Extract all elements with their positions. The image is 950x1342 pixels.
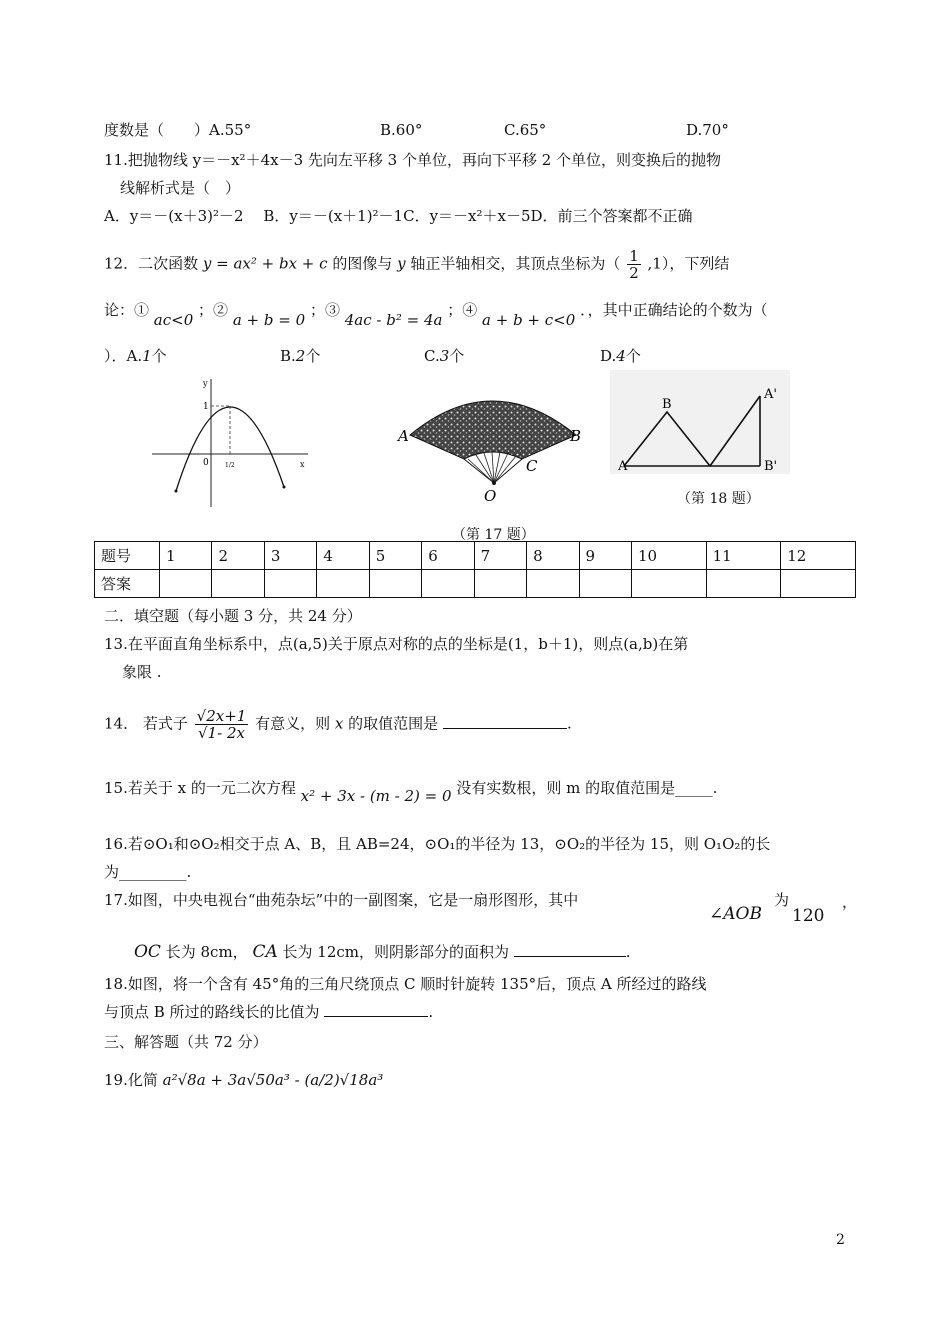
tri-label-a-prime: A'	[764, 387, 777, 402]
q17-angle	[709, 904, 762, 924]
q12-cond1: ac<0	[153, 311, 194, 329]
q12-equation: y = ax² + bx + c	[202, 254, 328, 273]
answer-label: 答案	[95, 570, 160, 598]
number-cell: 4	[317, 542, 369, 570]
header-label: 题号	[95, 542, 160, 570]
answer-table	[94, 541, 856, 598]
q11-options: A．y＝－(x＋3)²－2 B．y＝－(x＋1)²－1C．y＝－x²＋x－5D．前三个答案都不正确	[104, 207, 693, 225]
answer-cell[interactable]	[706, 570, 781, 598]
table-row	[95, 570, 856, 598]
number-cell: 11	[706, 542, 781, 570]
answer-cell[interactable]	[422, 570, 474, 598]
q19-expression: a²√8a + 3a√50a³ - (a/2)√18a³	[162, 1071, 384, 1089]
answer-cell[interactable]	[369, 570, 421, 598]
answer-cell[interactable]	[317, 570, 369, 598]
q17-stem	[104, 890, 578, 910]
q18-text: 与顶点 B 所过的路线长的比值为	[104, 1003, 320, 1021]
q17-end: .	[625, 943, 631, 961]
q12-cond-end: ．，其中正确结论的个数为（	[580, 301, 768, 319]
q14-end: .	[566, 714, 572, 733]
q13-stem: 13.在平面直角坐标系中，点(a,5)关于原点对称的点的坐标是(1，b＋1)，则点(a,b)在第	[104, 635, 689, 653]
fan-pivot	[492, 481, 496, 485]
q12-text-b: 的图像与	[332, 254, 393, 273]
q17-degree: 120	[792, 906, 825, 926]
q12-opt-a-label: ）．A.	[104, 347, 143, 365]
fan-label-a: A	[398, 427, 409, 445]
page-number: 2	[836, 1232, 845, 1248]
q18-stem: 18.如图，将一个含有 45°角的三角尺绕顶点 C 顺时针旋转 135°后，顶点 A 所经过的路线	[104, 975, 707, 993]
number-cell: 12	[781, 542, 856, 570]
q12-cond2: a + b = 0	[232, 311, 306, 329]
q11-stem-cont: 线解析式是（ ）	[120, 179, 241, 197]
q15-label: 15.若关于 x 的一元二次方程	[104, 779, 296, 797]
curve-end-left	[175, 490, 178, 493]
q10-text: 度数是（ ）A.55°	[104, 121, 252, 139]
q17-text-a: 17.如图，中央电视台“曲苑杂坛”中的一副图案，它是一扇形图形，其中	[104, 891, 579, 909]
q14-label: 14． 若式子	[104, 714, 188, 733]
q13-stem-cont: 象限 .	[122, 663, 162, 681]
q10-option-c: C.65°	[504, 121, 547, 139]
tri-label-b-prime: B'	[764, 459, 778, 474]
q12-opt-a-unit: 个	[151, 347, 167, 365]
fig18-caption: （第 18 题）	[677, 491, 760, 507]
q12-sep3: ；③	[309, 301, 340, 319]
number-cell: 3	[264, 542, 316, 570]
tick-half: 1/2	[225, 462, 235, 469]
number-cell: 5	[369, 542, 421, 570]
triangle-figure	[610, 370, 790, 480]
q18-answer-blank[interactable]	[324, 1002, 428, 1017]
parabola-figure	[148, 375, 313, 515]
q15-text-b: 没有实数根，则 m 的取值范围是_____.	[456, 779, 718, 797]
answer-cell[interactable]	[579, 570, 631, 598]
q15-stem	[104, 778, 718, 805]
number-cell: 9	[579, 542, 631, 570]
q10-option-d: D.70°	[686, 121, 729, 139]
fan-label-b: B	[570, 427, 582, 445]
q12-sep4: ；④	[447, 301, 478, 319]
q12-frac-num: 1	[629, 247, 639, 265]
fig17-caption: （第 17 题）	[452, 527, 535, 543]
number-cell: 2	[212, 542, 264, 570]
q14-answer-blank[interactable]	[443, 714, 567, 729]
q14-fraction	[195, 708, 249, 741]
number-cell: 8	[527, 542, 579, 570]
fan-label-o: O	[484, 487, 497, 505]
q12-y-symbol: y	[397, 254, 406, 273]
q12-text-d: ,1），下列结	[647, 254, 730, 273]
section-2-heading: 二．填空题（每小题 3 分，共 24 分）	[104, 607, 362, 625]
q14-text-b: 有意义，则	[255, 714, 331, 733]
section-3-heading: 三、解答题（共 72 分）	[104, 1033, 268, 1051]
q14-text-c: 的取值范围是	[348, 714, 439, 733]
q17-answer-blank[interactable]	[514, 942, 626, 957]
q10-options	[104, 120, 729, 140]
q12-conditions	[104, 300, 768, 329]
q17-comma: ，	[842, 893, 858, 911]
q19-label: 19.化简	[104, 1071, 158, 1089]
q14-stem	[104, 708, 572, 741]
q17-line2	[134, 942, 631, 962]
q14-x-symbol: x	[334, 714, 344, 733]
number-cell: 7	[474, 542, 526, 570]
triangle-figure-bg	[610, 370, 790, 474]
q12-stem	[104, 248, 729, 281]
tri-label-b: B	[662, 397, 672, 412]
q12-option-b: B.2个	[280, 347, 321, 365]
q12-options	[104, 346, 641, 366]
q14-denominator: √1- 2x	[198, 724, 245, 742]
q12-option-d: D.4个	[600, 347, 641, 365]
q12-cond3: 4ac - b² = 4a	[344, 311, 443, 329]
q17-oc: OC	[134, 942, 161, 962]
q15-equation: x² + 3x - (m - 2) = 0	[300, 787, 452, 805]
q17-text-b: 长为 8cm，	[165, 943, 248, 961]
origin-label: 0	[203, 458, 209, 468]
tick-one: 1	[203, 402, 209, 412]
answer-cell[interactable]	[631, 570, 706, 598]
q17-angle-symbol: ∠AOB	[709, 904, 762, 924]
q18-end: .	[428, 1003, 434, 1021]
q12-option-c: C.3个	[424, 347, 465, 365]
y-label: y	[203, 379, 208, 388]
answer-cell[interactable]	[474, 570, 526, 598]
q16-stem: 16.若⊙O₁和⊙O₂相交于点 A、B，且 AB=24，⊙O₁的半径为 13，⊙O₂的半径为 15，则 O₁O₂的长	[104, 835, 771, 853]
curve-end-right	[283, 486, 286, 489]
q12-label: 12．二次函数	[104, 254, 199, 273]
q19-stem	[104, 1070, 383, 1090]
fan-label-c: C	[526, 457, 538, 475]
number-cell: 1	[160, 542, 212, 570]
q14-numerator: √2x+1	[196, 707, 247, 725]
q11-stem: 11.把抛物线 y＝－x²＋4x－3 先向左平移 3 个单位，再向下平移 2 个单位，则变换后的抛物	[104, 151, 722, 169]
q10-option-b: B.60°	[380, 121, 423, 139]
answer-cell[interactable]	[212, 570, 264, 598]
x-label: x	[300, 460, 305, 469]
number-cell: 10	[631, 542, 706, 570]
q12-cond-label: 论：①	[104, 301, 150, 319]
q12-fraction	[627, 248, 641, 281]
answer-cell[interactable]	[781, 570, 856, 598]
q17-wei: 为	[774, 891, 790, 909]
answer-cell[interactable]	[527, 570, 579, 598]
answer-cell[interactable]	[160, 570, 212, 598]
q17-text-c: 长为 12cm，则阴影部分的面积为	[282, 943, 510, 961]
q12-opt-a-value: 1	[142, 347, 152, 365]
q17-ca: CA	[252, 942, 278, 962]
q12-text-c: 轴正半轴相交，其顶点坐标为（	[410, 254, 621, 273]
q12-frac-den: 2	[629, 264, 639, 282]
number-cell: 6	[422, 542, 474, 570]
answer-cell[interactable]	[264, 570, 316, 598]
tri-label-a: A	[618, 459, 628, 474]
q16-stem-cont: 为_________.	[104, 863, 192, 881]
fan-shaded-region	[410, 401, 576, 459]
table-row	[95, 542, 856, 570]
q18-stem-cont	[104, 1002, 433, 1022]
q12-sep2: ；②	[198, 301, 229, 319]
q12-cond4: a + b + c<0	[482, 311, 576, 329]
fan-figure	[396, 375, 591, 510]
